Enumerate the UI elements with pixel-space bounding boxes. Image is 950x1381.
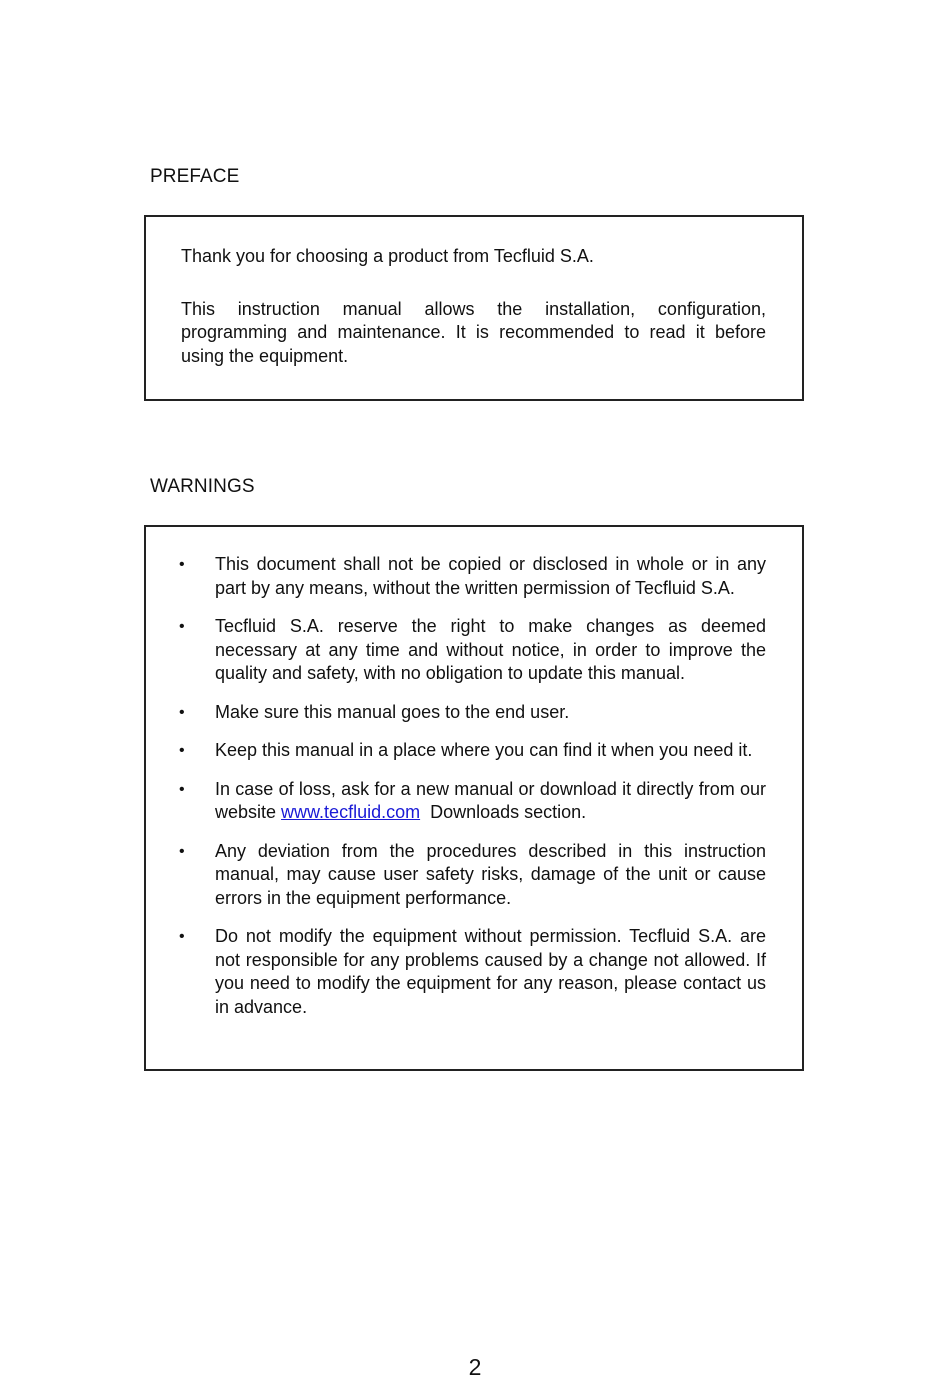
warning-text-before-link: In case of loss, ask for a new manual or download it directly from our website	[215, 778, 766, 822]
warning-item-deviation	[179, 840, 766, 911]
warning-text-after-link: Downloads section.	[420, 802, 587, 822]
warnings-heading: WARNINGS	[150, 476, 255, 497]
bullet-icon: •	[179, 742, 185, 759]
warning-item-end-user	[179, 701, 766, 725]
bullet-icon: •	[179, 780, 185, 798]
preface-box	[144, 215, 804, 401]
bullet-icon: •	[179, 556, 185, 573]
warning-item-loss	[179, 778, 766, 825]
warning-text: This document shall not be copied or disclosed in whole or in any part by any means, without the written permission of Tecfluid S.A.	[215, 554, 766, 598]
warning-text: Do not modify the equipment without permission. Tecfluid S.A. are not responsible for any problems caused by a change not allowed. If you need to modify the equipment for any reason, please contact us in advance.	[215, 926, 766, 1017]
preface-paragraph-manual-purpose: This instruction manual allows the installation, configuration, programming and maintenance. It is recommended to read it before using the equipment.	[181, 298, 766, 366]
warning-item-changes	[179, 615, 766, 686]
page-number: 2	[468, 1354, 482, 1380]
warnings-list	[179, 553, 766, 1019]
warning-text: Make sure this manual goes to the end user.	[215, 701, 570, 722]
warning-item-modification	[179, 925, 766, 1019]
preface-paragraph-thanks: Thank you for choosing a product from Tecfluid S.A.	[181, 246, 594, 266]
warnings-box	[144, 525, 804, 1071]
bullet-icon: •	[179, 618, 185, 635]
website-link[interactable]: www.tecfluid.com	[281, 802, 421, 822]
warning-text: Keep this manual in a place where you can find it when you need it.	[215, 740, 753, 760]
bullet-icon: •	[179, 703, 185, 721]
bullet-icon: •	[179, 928, 185, 945]
preface-heading: PREFACE	[150, 166, 240, 187]
warning-item-copying	[179, 553, 766, 600]
warning-item-keep-manual	[179, 739, 766, 763]
bullet-icon: •	[179, 842, 185, 860]
warning-text: Any deviation from the procedures described in this instruction manual, may cause user safety risks, damage of the unit or cause errors in the equipment performance.	[215, 840, 766, 908]
warning-text: Tecfluid S.A. reserve the right to make changes as deemed necessary at any time and without notice, in order to improve the quality and safety, with no obligation to update this manual.	[215, 616, 766, 683]
